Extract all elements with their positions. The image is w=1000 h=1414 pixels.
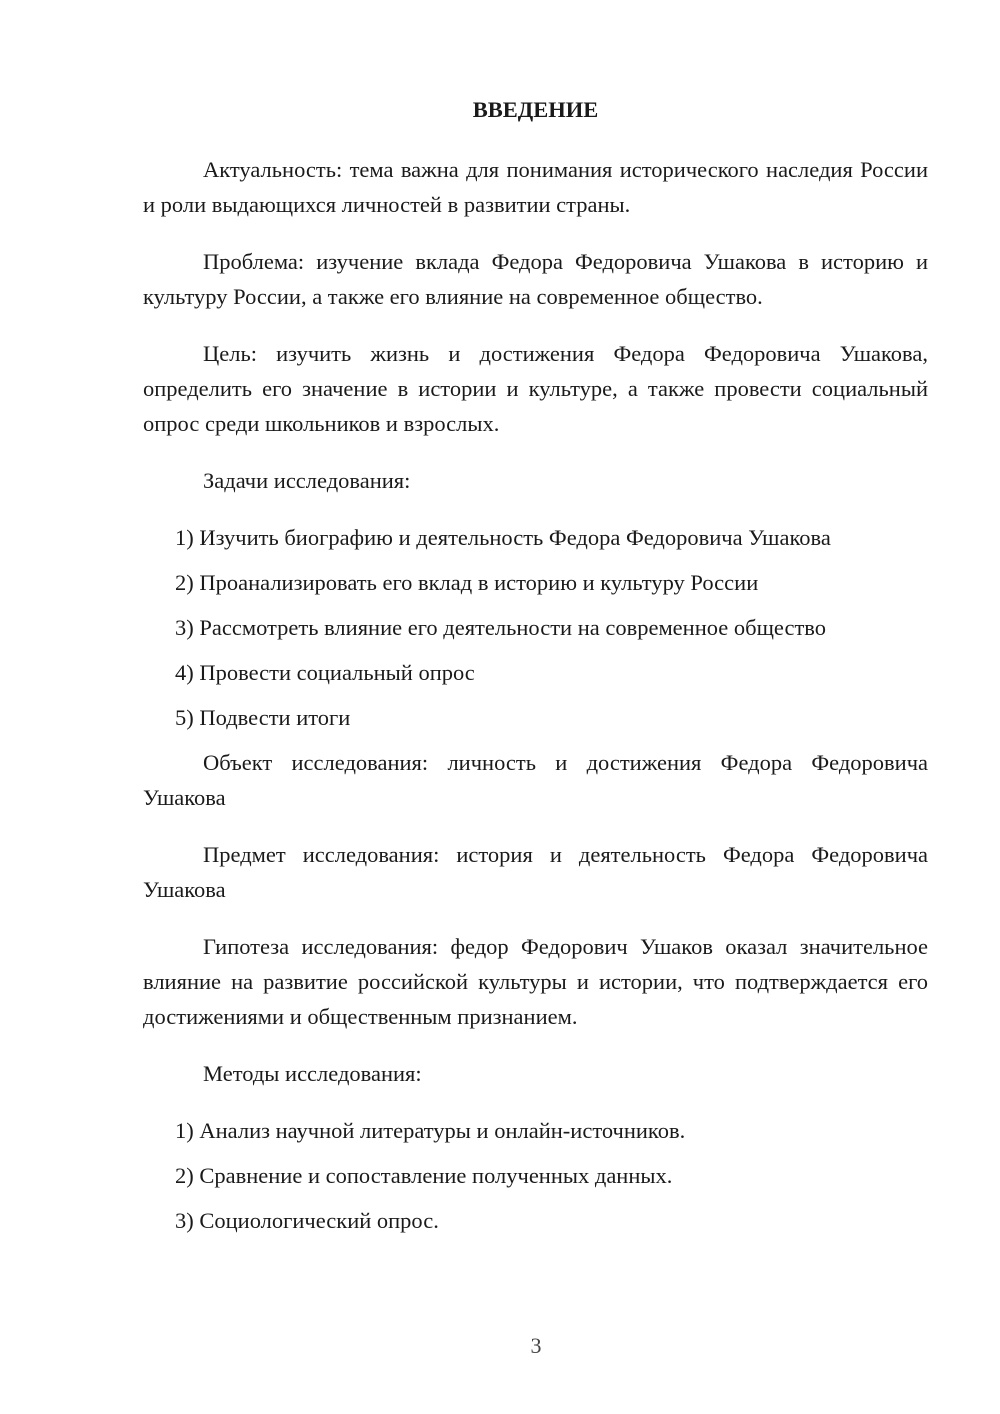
methods-list — [143, 1113, 928, 1238]
method-item: 2) Сравнение и сопоставление полученных данных. — [175, 1163, 673, 1188]
task-item: 4) Провести социальный опрос — [175, 660, 475, 685]
method-item: 1) Анализ научной литературы и онлайн-источников. — [175, 1118, 686, 1143]
method-item: 3) Социологический опрос. — [175, 1208, 439, 1233]
methods-heading: Методы исследования: — [203, 1061, 422, 1086]
tasks-heading: Задачи исследования: — [203, 468, 411, 493]
goal-paragraph: Цель: изучить жизнь и достижения Федора Федоровича Ушакова, определить его значение в истории и культуре, а также провести социальный опрос среди школьников и взрослых. — [143, 341, 928, 436]
object-paragraph: Объект исследования: личность и достижения Федора Федоровича Ушакова — [143, 750, 928, 810]
task-item: 1) Изучить биографию и деятельность Федора Федоровича Ушакова — [175, 525, 831, 550]
tasks-list — [143, 520, 928, 735]
problem-paragraph: Проблема: изучение вклада Федора Федоровича Ушакова в историю и культуру России, а также его влияние на современное общество. — [143, 249, 928, 309]
page-number: 3 — [530, 1333, 542, 1358]
task-item: 5) Подвести итоги — [175, 705, 351, 730]
page-content — [143, 90, 928, 1238]
relevance-paragraph: Актуальность: тема важна для понимания исторического наследия России и роли выдающихся личностей в развитии страны. — [143, 157, 928, 217]
section-title: ВВЕДЕНИЕ — [472, 97, 599, 122]
subject-paragraph: Предмет исследования: история и деятельность Федора Федоровича Ушакова — [143, 842, 928, 902]
task-item: 3) Рассмотреть влияние его деятельности на современное общество — [175, 615, 826, 640]
hypothesis-paragraph: Гипотеза исследования: федор Федорович Ушаков оказал значительное влияние на развитие российской культуры и истории, что подтверждается его достижениями и общественным признанием. — [143, 934, 928, 1029]
task-item: 2) Проанализировать его вклад в историю и культуру России — [175, 570, 759, 595]
